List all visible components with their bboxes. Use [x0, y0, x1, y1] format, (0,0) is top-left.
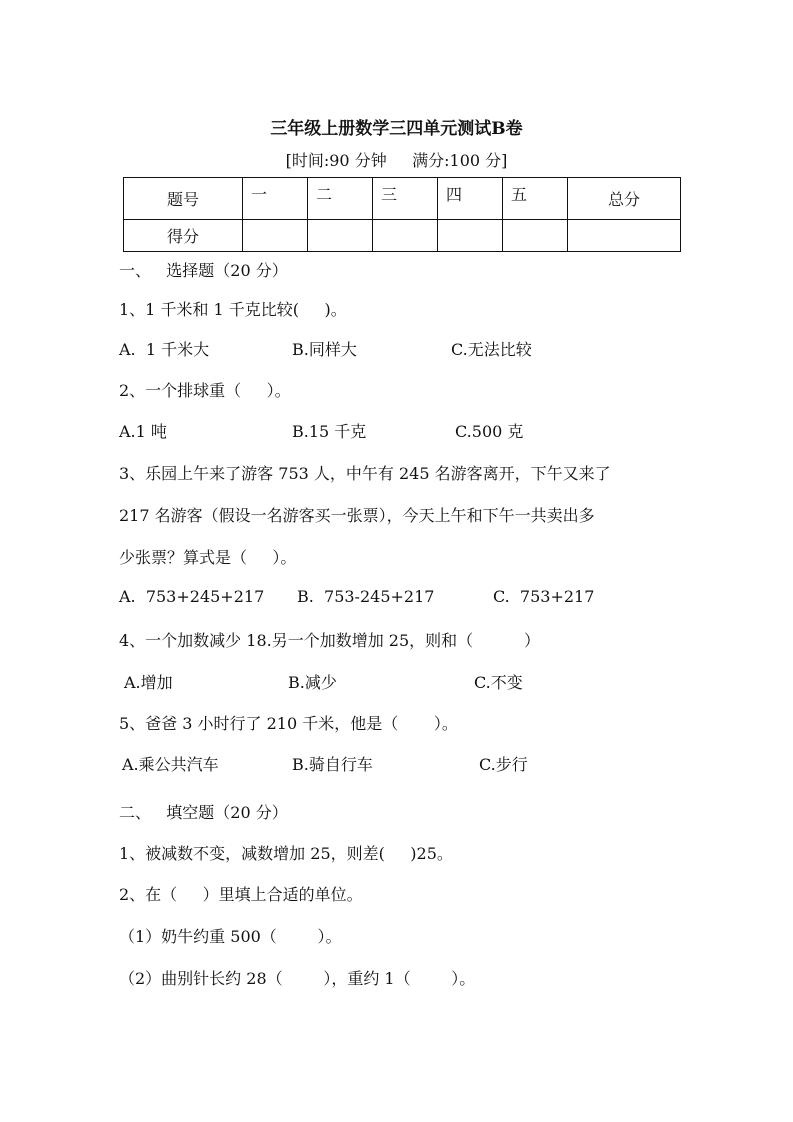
question-1-4: 4、一个加数减少 18.另一个加数增加 25，则和（ ）	[119, 631, 541, 650]
header-cell-1: 一	[243, 178, 308, 220]
question-1-5-option-a: A.乘公共汽车	[122, 755, 219, 774]
question-2-2: 2、在（ ）里填上合适的单位。	[119, 885, 363, 904]
header-cell-2: 二	[308, 178, 373, 220]
score-cell-5	[503, 220, 568, 252]
question-2-2-sub-2: （2）曲别针长约 28（ ），重约 1（ ）。	[119, 969, 476, 988]
question-1-2-option-c: C.500 克	[455, 422, 524, 441]
question-2-2-sub-1: （1）奶牛约重 500（ ）。	[119, 927, 342, 946]
section-heading-multiple-choice: 一、 选择题（20 分）	[119, 261, 288, 280]
header-cell-5: 五	[503, 178, 568, 220]
score-table	[123, 177, 681, 252]
question-1-1-option-b: B.同样大	[292, 340, 357, 359]
document-title: 三年级上册数学三四单元测试B卷	[270, 119, 523, 139]
question-1-3-option-c: C. 753+217	[493, 587, 595, 606]
question-1-4-option-b: B.减少	[288, 673, 337, 692]
question-1-4-option-c: C.不变	[474, 673, 523, 692]
question-1-2-option-a: A.1 吨	[119, 422, 167, 441]
question-1-1: 1、1 千米和 1 千克比较( )。	[119, 300, 347, 319]
question-1-3-line-1: 3、乐园上午来了游客 753 人，中午有 245 名游客离开，下午又来了	[119, 464, 611, 483]
score-table-score-row	[124, 220, 681, 252]
header-cell-4: 四	[438, 178, 503, 220]
question-1-3-line-2: 217 名游客（假设一名游客买一张票），今天上午和下午一共卖出多	[119, 506, 595, 525]
header-cell-question-number: 题号	[124, 178, 243, 220]
score-cell-2	[308, 220, 373, 252]
score-cell-3	[373, 220, 438, 252]
question-1-1-option-a: A. 1 千米大	[119, 340, 210, 359]
document-subtitle: [时间:90 分钟 满分:100 分]	[285, 151, 508, 170]
section-heading-fill-in-blank: 二、 填空题（20 分）	[119, 803, 288, 822]
question-1-5: 5、爸爸 3 小时行了 210 千米，他是（ ）。	[119, 714, 458, 733]
header-cell-3: 三	[373, 178, 438, 220]
question-2-1: 1、被减数不变，减数增加 25，则差( )25。	[119, 844, 453, 863]
question-1-3-option-b: B. 753-245+217	[297, 587, 435, 606]
question-1-2: 2、一个排球重（ ）。	[119, 381, 291, 400]
score-cell-1	[243, 220, 308, 252]
question-1-1-option-c: C.无法比较	[451, 340, 532, 359]
question-1-4-option-a: A.增加	[124, 673, 173, 692]
question-1-3-line-3: 少张票？算式是（ ）。	[119, 548, 297, 567]
score-cell-4	[438, 220, 503, 252]
score-cell-total	[568, 220, 681, 252]
question-1-5-option-b: B.骑自行车	[292, 755, 373, 774]
question-1-5-option-c: C.步行	[479, 755, 528, 774]
question-1-3-option-a: A. 753+245+217	[119, 587, 265, 606]
score-table-header-row	[124, 178, 681, 220]
header-cell-total: 总分	[568, 178, 681, 220]
row-label-score: 得分	[124, 220, 243, 252]
question-1-2-option-b: B.15 千克	[292, 422, 367, 441]
